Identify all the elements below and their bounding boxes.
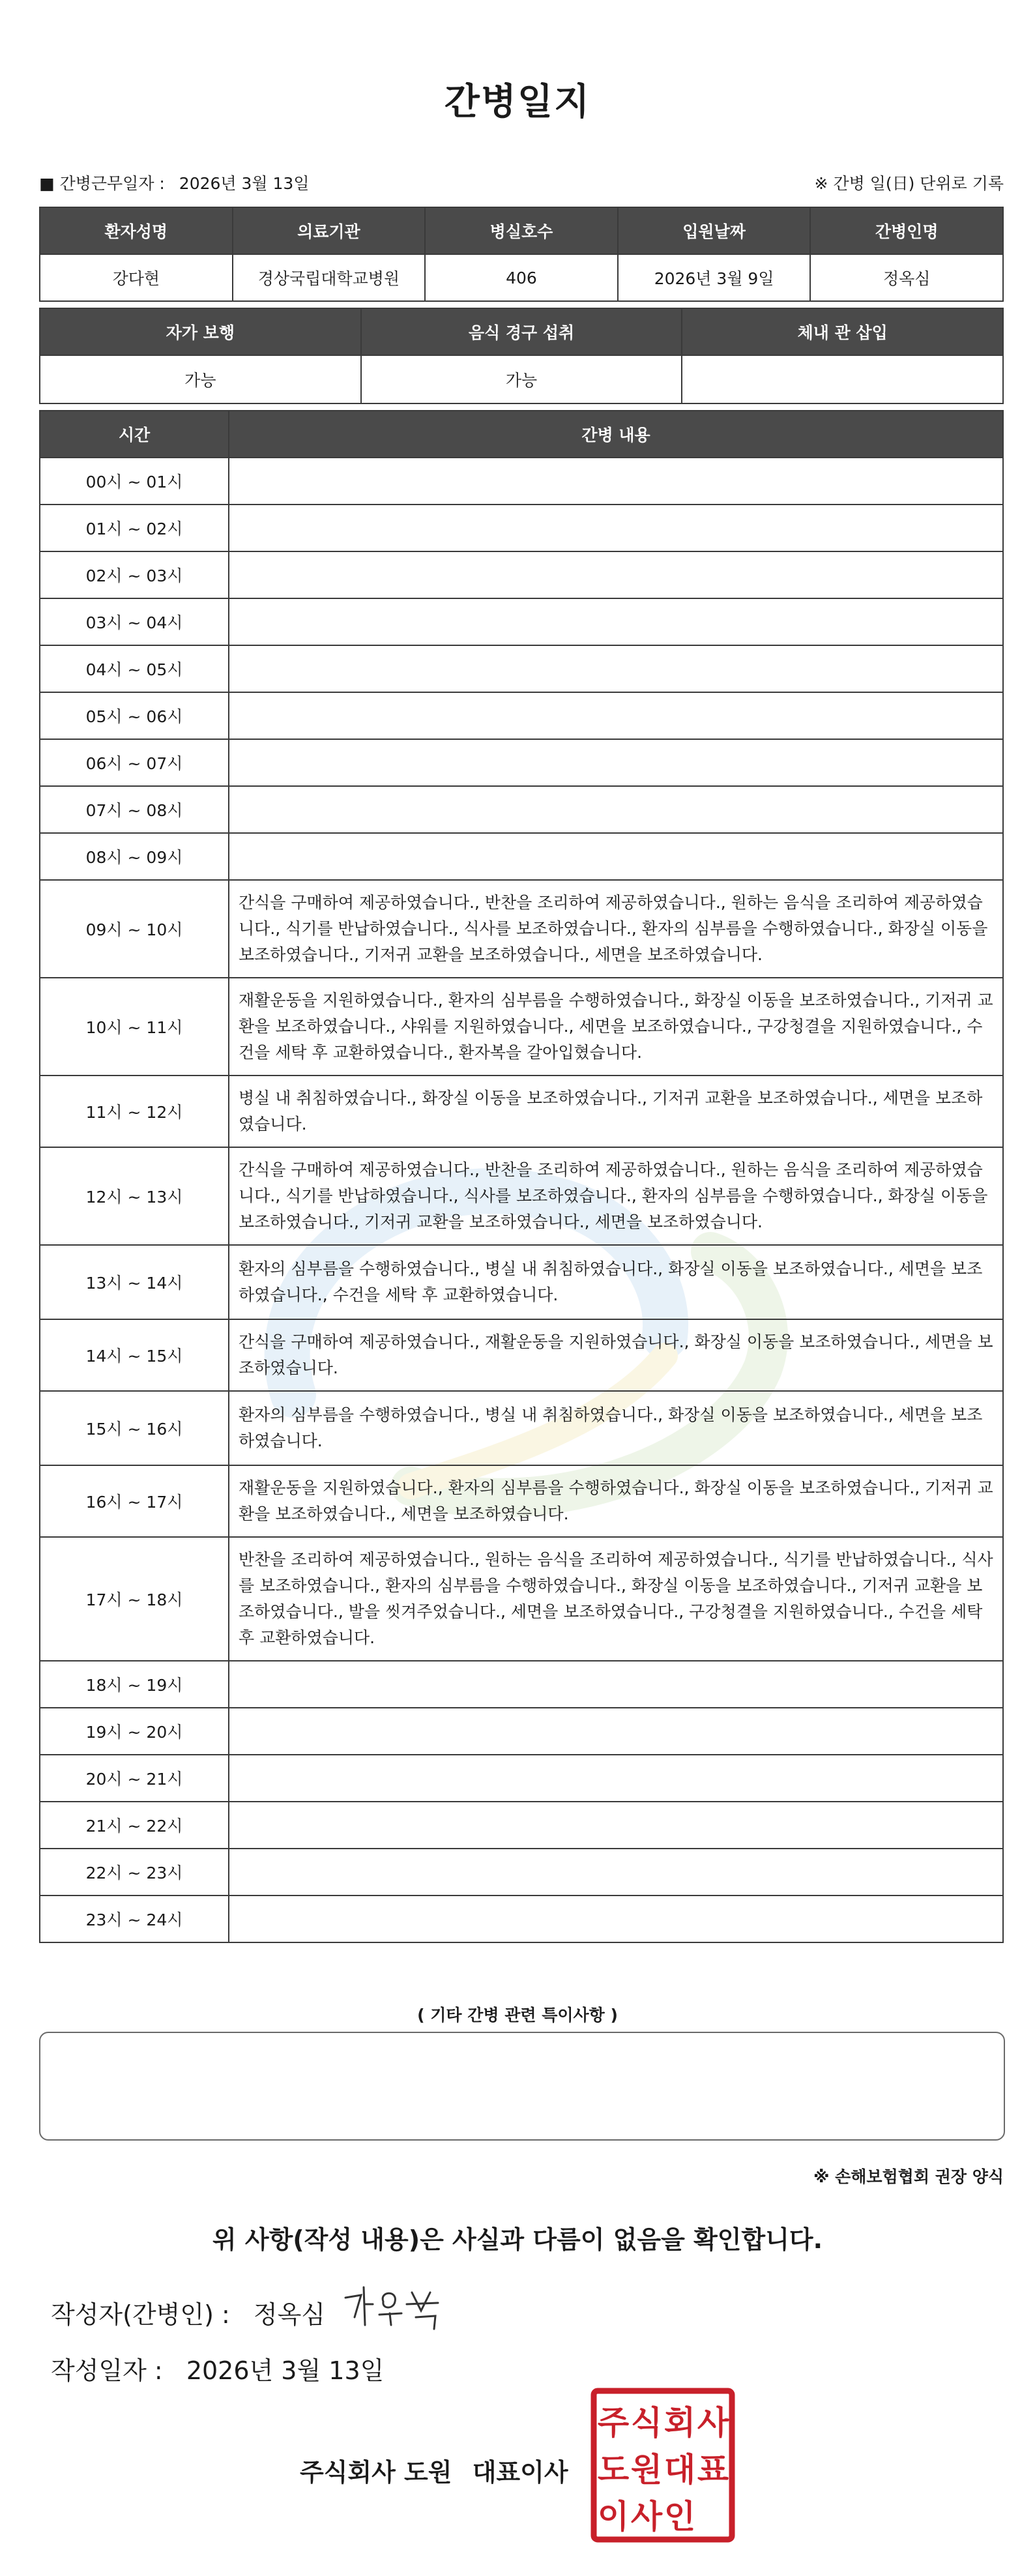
header-patient-name: 환자성명 <box>40 207 233 254</box>
header-oral-intake: 음식 경구 섭취 <box>361 308 682 355</box>
log-content-cell: 병실 내 취침하였습니다., 화장실 이동을 보조하였습니다., 기저귀 교환을 보조하였습니다., 세면을 보조하였습니다. <box>229 1076 1003 1147</box>
patient-status-table <box>39 308 1004 404</box>
log-content-cell <box>229 1661 1003 1708</box>
seal-character: 주 <box>597 2404 630 2442</box>
log-time-cell: 09시 ~ 10시 <box>40 880 229 978</box>
log-time-cell: 03시 ~ 04시 <box>40 598 229 645</box>
seal-character: 대 <box>663 2451 696 2489</box>
log-time-cell: 05시 ~ 06시 <box>40 692 229 739</box>
log-content-cell: 재활운동을 지원하였습니다., 환자의 심부름을 수행하였습니다., 화장실 이동을 보조하였습니다., 기저귀 교환을 보조하였습니다., 샤워를 지원하였습니다., 세면을 보조하였습니다., 구강청결을 지원하였습니다., 수건을 세탁 후 교환하였습니다., 환자복을 갈아입혔습니다. <box>229 978 1003 1076</box>
log-content-cell <box>229 1708 1003 1755</box>
log-row <box>40 645 1003 692</box>
log-row <box>40 1391 1003 1465</box>
seal-character: 회 <box>663 2404 696 2442</box>
log-row <box>40 786 1003 833</box>
written-date-label: 작성일자 : <box>51 2356 163 2385</box>
writer-name: 정옥심 <box>253 2300 325 2329</box>
log-content-cell <box>229 458 1003 505</box>
header-caregiver: 간병인명 <box>810 207 1003 254</box>
log-content-cell: 환자의 심부름을 수행하였습니다., 병실 내 취침하였습니다., 화장실 이동을 보조하였습니다., 세면을 보조하였습니다., 수건을 세탁 후 교환하였습니다. <box>229 1245 1003 1319</box>
log-time-cell: 06시 ~ 07시 <box>40 739 229 786</box>
writer-label: 작성자(간병인) : <box>51 2300 230 2329</box>
company-seal-stamp <box>590 2387 736 2543</box>
caregiver-name: 정옥심 <box>810 254 1003 301</box>
log-content-cell: 간식을 구매하여 제공하였습니다., 재활운동을 지원하였습니다., 화장실 이동을 보조하였습니다., 세면을 보조하였습니다. <box>229 1319 1003 1391</box>
patient-info-table <box>39 207 1004 302</box>
log-row <box>40 1849 1003 1895</box>
log-content-cell <box>229 598 1003 645</box>
log-content-cell <box>229 1895 1003 1942</box>
seal-character: 이 <box>597 2498 630 2536</box>
log-content-cell <box>229 692 1003 739</box>
special-notes-box <box>39 2032 1005 2141</box>
company-title: 대표이사 <box>472 2458 568 2487</box>
log-time-cell: 13시 ~ 14시 <box>40 1245 229 1319</box>
seal-character: 도 <box>597 2451 630 2489</box>
log-content-cell <box>229 505 1003 551</box>
log-content-cell <box>229 645 1003 692</box>
log-time-cell: 11시 ~ 12시 <box>40 1076 229 1147</box>
log-row <box>40 1147 1003 1245</box>
log-row <box>40 1319 1003 1391</box>
unit-note: ※ 간병 일(日) 단위로 기록 <box>814 174 1004 193</box>
seal-character: 사 <box>697 2404 729 2442</box>
log-time-cell: 12시 ~ 13시 <box>40 1147 229 1245</box>
log-content-cell <box>229 1802 1003 1849</box>
log-time-cell: 04시 ~ 05시 <box>40 645 229 692</box>
log-row <box>40 880 1003 978</box>
log-row <box>40 1465 1003 1537</box>
patient-name: 강다현 <box>40 254 233 301</box>
care-log-table <box>39 410 1004 1943</box>
log-time-cell: 22시 ~ 23시 <box>40 1849 229 1895</box>
log-row <box>40 833 1003 880</box>
header-time: 시간 <box>40 411 229 458</box>
log-content-cell: 반찬을 조리하여 제공하였습니다., 원하는 음식을 조리하여 제공하였습니다., 식기를 반납하였습니다., 식사를 보조하였습니다., 환자의 심부름을 수행하였습니다., 화장실 이동을 보조하였습니다., 기저귀 교환을 보조하였습니다., 발을 씻겨주었습니다., 세면을 보조하였습니다., 구강청결을 지원하였습니다., 수건을 세탁 후 교환하였습니다. <box>229 1537 1003 1661</box>
log-content-cell <box>229 833 1003 880</box>
log-row <box>40 551 1003 598</box>
header-hospital: 의료기관 <box>233 207 426 254</box>
log-time-cell: 08시 ~ 09시 <box>40 833 229 880</box>
log-time-cell: 16시 ~ 17시 <box>40 1465 229 1537</box>
header-care-content: 간병 내용 <box>229 411 1003 458</box>
work-date <box>39 171 309 194</box>
log-time-cell: 18시 ~ 19시 <box>40 1661 229 1708</box>
log-content-cell: 간식을 구매하여 제공하였습니다., 반찬을 조리하여 제공하였습니다., 원하는 음식을 조리하여 제공하였습니다., 식기를 반납하였습니다., 식사를 보조하였습니다., 환자의 심부름을 수행하였습니다., 화장실 이동을 보조하였습니다., 기저귀 교환을 보조하였습니다., 세면을 보조하였습니다. <box>229 1147 1003 1245</box>
seal-character: 인 <box>663 2498 696 2536</box>
log-content-cell: 환자의 심부름을 수행하였습니다., 병실 내 취침하였습니다., 화장실 이동을 보조하였습니다., 세면을 보조하였습니다. <box>229 1391 1003 1465</box>
written-date-value: 2026년 3월 13일 <box>186 2356 385 2385</box>
log-time-cell: 02시 ~ 03시 <box>40 551 229 598</box>
header-room: 병실호수 <box>425 207 618 254</box>
company-signature-line <box>300 2452 580 2488</box>
log-time-cell: 19시 ~ 20시 <box>40 1708 229 1755</box>
log-time-cell: 07시 ~ 08시 <box>40 786 229 833</box>
work-date-label: ■ 간병근무일자 : <box>39 174 165 193</box>
log-row <box>40 1076 1003 1147</box>
log-row <box>40 1755 1003 1802</box>
hospital-name: 경상국립대학교병원 <box>233 254 426 301</box>
special-notes-title: ( 기타 간병 관련 특이사항 ) <box>417 2006 618 2025</box>
seal-character: 식 <box>630 2404 663 2442</box>
log-content-cell <box>229 786 1003 833</box>
log-time-cell: 15시 ~ 16시 <box>40 1391 229 1465</box>
log-row <box>40 739 1003 786</box>
tube-status <box>682 355 1003 403</box>
log-time-cell: 00시 ~ 01시 <box>40 458 229 505</box>
log-row <box>40 1895 1003 1942</box>
page-title: 간병일지 <box>444 81 591 123</box>
log-row <box>40 1245 1003 1319</box>
handwritten-signature <box>339 2278 450 2337</box>
recommend-note: ※ 손해보험협회 권장 양식 <box>813 2167 1004 2186</box>
log-row <box>40 1661 1003 1708</box>
oral-intake-status: 가능 <box>361 355 682 403</box>
log-row <box>40 598 1003 645</box>
log-row <box>40 505 1003 551</box>
log-content-cell: 간식을 구매하여 제공하였습니다., 반찬을 조리하여 제공하였습니다., 원하는 음식을 조리하여 제공하였습니다., 식기를 반납하였습니다., 식사를 보조하였습니다., 환자의 심부름을 수행하였습니다., 화장실 이동을 보조하였습니다., 기저귀 교환을 보조하였습니다., 세면을 보조하였습니다. <box>229 880 1003 978</box>
company-name: 주식회사 도원 <box>300 2458 452 2487</box>
log-row <box>40 978 1003 1076</box>
walking-status: 가능 <box>40 355 361 403</box>
log-row <box>40 1708 1003 1755</box>
header-walking: 자가 보행 <box>40 308 361 355</box>
header-tube: 체내 관 삽입 <box>682 308 1003 355</box>
written-date-row <box>51 2350 400 2386</box>
work-date-value: 2026년 3월 13일 <box>179 174 310 193</box>
log-content-cell <box>229 739 1003 786</box>
writer-row <box>51 2294 341 2330</box>
log-time-cell: 10시 ~ 11시 <box>40 978 229 1076</box>
log-time-cell: 14시 ~ 15시 <box>40 1319 229 1391</box>
log-content-cell <box>229 1755 1003 1802</box>
log-time-cell: 23시 ~ 24시 <box>40 1895 229 1942</box>
log-content-cell <box>229 551 1003 598</box>
confirmation-statement: 위 사항(작성 내용)은 사실과 다름이 없음을 확인합니다. <box>212 2225 823 2254</box>
log-row <box>40 1537 1003 1661</box>
admission-date: 2026년 3월 9일 <box>618 254 811 301</box>
log-row <box>40 1802 1003 1849</box>
room-number: 406 <box>425 254 618 301</box>
log-content-cell <box>229 1849 1003 1895</box>
log-content-cell: 재활운동을 지원하였습니다., 환자의 심부름을 수행하였습니다., 화장실 이동을 보조하였습니다., 기저귀 교환을 보조하였습니다., 세면을 보조하였습니다. <box>229 1465 1003 1537</box>
log-time-cell: 21시 ~ 22시 <box>40 1802 229 1849</box>
log-time-cell: 20시 ~ 21시 <box>40 1755 229 1802</box>
log-row <box>40 458 1003 505</box>
log-time-cell: 01시 ~ 02시 <box>40 505 229 551</box>
log-time-cell: 17시 ~ 18시 <box>40 1537 229 1661</box>
seal-character: 사 <box>630 2498 663 2536</box>
header-admission-date: 입원날짜 <box>618 207 811 254</box>
seal-character: 표 <box>697 2451 729 2489</box>
seal-character: 원 <box>630 2451 663 2489</box>
log-row <box>40 692 1003 739</box>
